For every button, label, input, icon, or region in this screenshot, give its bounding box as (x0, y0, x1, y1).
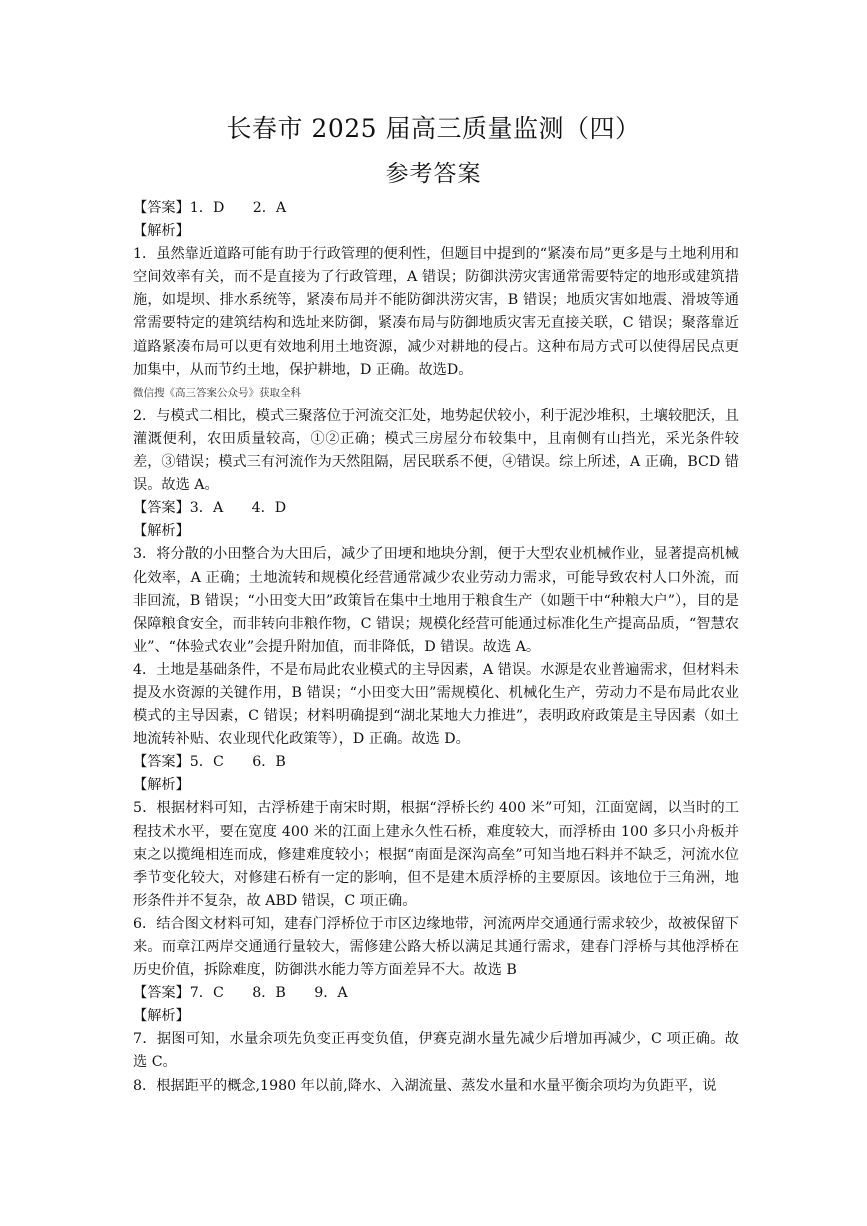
analysis-heading: 【解析】 (133, 223, 190, 240)
analysis-heading: 【解析】 (133, 1008, 190, 1025)
answer-line-3-4: 【答案】3．A 4．D (133, 500, 287, 517)
explanation-7: 7．据图可知，水量余项先负变正再变负值，伊赛克湖水量先减少后增加再减少，C 项正确。故选 C。 (133, 1031, 739, 1071)
explanation-3: 3．将分散的小田整合为大田后，减少了田埂和地块分割，便于大型农业机械作业，显著提高机械化效率，A 正确；土地流转和规模化经营通常减少农业劳动力需求，可能导致农村人口外流，而非回流，B 错误；“小田变大田”政策旨在集中土地用于粮食生产（如题干中“种粮大户”），目的是保障粮食安全，而非转向非粮作物，C 错误；规模化经营可能通过标准化生产提高品质，“智慧农业”、“体验式农业”会提升附加值，而非降低，D 错误。故选 A。 (133, 546, 739, 655)
answer-content (133, 197, 739, 1098)
page-subtitle: 参考答案 (385, 161, 482, 187)
explanation-5: 5．根据材料可知，古浮桥建于南宋时期，根据“浮桥长约 400 米”可知，江面宽阔，以当时的工程技术水平，要在宽度 400 米的江面上建永久性石桥，难度较大，而浮桥由 100 多只小舟板并束之以揽绳相连而成，修建难度较小；根据“南面是深沟高垒”可知当地石料并不缺乏，河流水位季节变化较大，对修建石桥有一定的影响，但不是建木质浮桥的主要原因。该地位于三角洲，地形条件并不复杂，故 ABD 错误，C 项正确。 (133, 800, 739, 909)
answer-line-1-2: 【答案】1．D 2．A (133, 200, 287, 216)
explanation-6: 6．结合图文材料可知，建春门浮桥位于市区边缘地带，河流两岸交通通行需求较少，故被保留下来。而章江两岸交通通行量较大，需修建公路大桥以满足其通行需求，建春门浮桥与其他浮桥在历史价值，拆除难度，防御洪水能力等方面差异不大。故选 B (133, 915, 739, 979)
watermark-note: 微信搜《高三答案公众号》获取全科 (133, 386, 301, 399)
answer-line-7-9: 【答案】7．C 8．B 9．A (133, 985, 348, 1002)
analysis-heading: 【解析】 (133, 523, 190, 540)
explanation-1: 1．虽然靠近道路可能有助于行政管理的便利性，但题目中提到的“紧凑布局”更多是与土地利用和空间效率有关，而不是直接为了行政管理，A 错误；防御洪涝灾害通常需要特定的地形或建筑措施，如堤坝、排水系统等，紧凑布局并不能防御洪涝灾害，B 错误；地质灾害如地震、滑坡等通常需要特定的建筑结构和选址来防御，紧凑布局与防御地质灾害无直接关联，C 错误；聚落靠近道路紧凑布局可以更有效地利用土地资源，减少对耕地的侵占。这种布局方式可以使得居民点更加集中，从而节约土地，保护耕地，D 正确。故选D。 (133, 246, 739, 378)
answer-line-5-6: 【答案】5．C 6．B (133, 754, 286, 771)
explanation-2: 2．与模式二相比，模式三聚落位于河流交汇处，地势起伏较小，利于泥沙堆积，土壤较肥沃，且灌溉便利，农田质量较高，①②正确；模式三房屋分布较集中，且南侧有山挡光，采光条件较差，③错误；模式三有河流作为天然阻隔，居民联系不便，④错误。综上所述，A 正确，BCD 错误。故选 A。 (133, 407, 739, 494)
explanation-8: 8．根据距平的概念,1980 年以前,降水、入湖流量、蒸发水量和水量平衡余项均为负距平，说 (133, 1077, 717, 1094)
page-title: 长春市 2025 届高三质量监测（四） (226, 114, 641, 143)
analysis-heading: 【解析】 (133, 777, 190, 794)
explanation-4: 4．土地是基础条件，不是布局此农业模式的主导因素，A 错误。水源是农业普遍需求，但材料未提及水资源的关键作用，B 错误；“小田变大田”需规模化、机械化生产，劳动力不是布局此农业模式的主导因素，C 错误；材料明确提到“湖北某地大力推进”，表明政府政策是主导因素（如土地流转补贴、农业现代化政策等），D 正确。故选 D。 (133, 661, 739, 748)
